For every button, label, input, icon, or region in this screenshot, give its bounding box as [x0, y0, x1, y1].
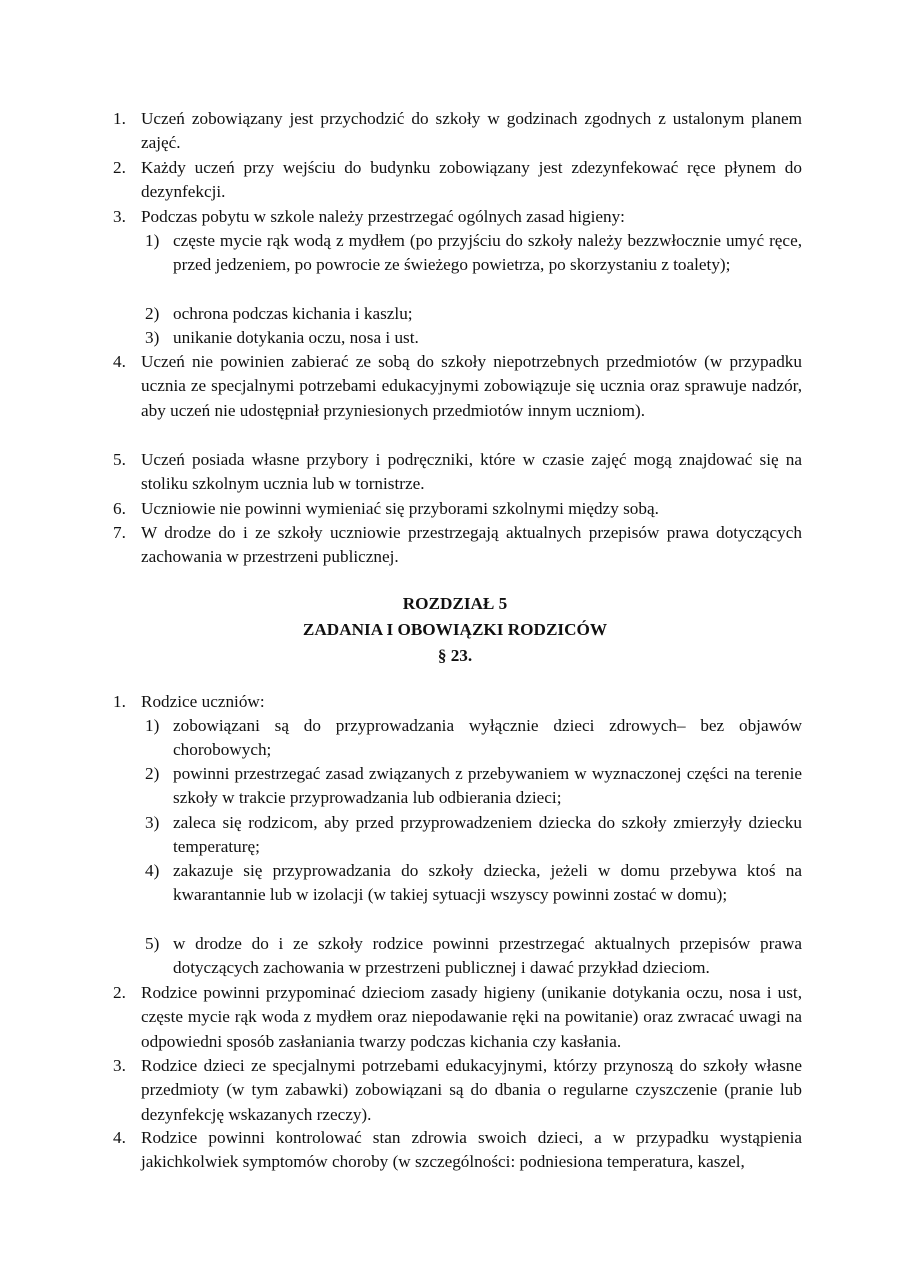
list-number: 3.	[113, 207, 126, 226]
list-number: 4.	[113, 1128, 126, 1147]
sub-list-item	[145, 762, 802, 811]
sub-list-number: 1)	[145, 231, 160, 250]
list-text: Rodzice powinni kontrolować stan zdrowia swoich dzieci, a w przypadku wystąpienia jakichkolwiek symptomów choroby (w szczególności: podniesiona temperatura, kaszel,	[141, 1128, 802, 1172]
sub-list-text: zaleca się rodzicom, aby przed przyprowadzeniem dziecka do szkoły zmierzyły dziecku temperaturę;	[173, 813, 802, 857]
sub-list-text: częste mycie rąk wodą z mydłem (po przyjściu do szkoły należy bezzwłocznie umyć ręce, przed jedzeniem, po powrocie ze świeżego powietrza, po skorzystaniu z toalety);	[173, 231, 802, 275]
list-item	[113, 107, 802, 156]
list-item	[113, 497, 802, 521]
list-text: Rodzice powinni przypominać dzieciom zasady higieny (unikanie dotykania oczu, nosa i ust, częste mycie rąk woda z mydłem oraz niepodawanie ręki na powitanie) oraz zwracać uwagi na odpowiedni sposób zasłaniania twarzy podczas kichania czy kasłania.	[141, 983, 802, 1051]
list-text: Uczeń nie powinien zabierać ze sobą do szkoły niepotrzebnych przedmiotów (w przypadku ucznia ze specjalnymi potrzebami edukacyjnymi zobowiązuje się ucznia oraz sprawuje nadzór, aby uczeń nie udostępniał przyniesionych przedmiotów innym uczniom).	[141, 352, 802, 420]
list-text: Uczniowie nie powinni wymieniać się przyborami szkolnymi między sobą.	[141, 499, 659, 518]
chapter-title: ROZDZIAŁ 5	[402, 594, 508, 613]
list-text: Rodzice uczniów:	[141, 692, 265, 711]
list-item	[113, 448, 802, 497]
list-number: 4.	[113, 352, 126, 371]
list-item	[113, 350, 802, 423]
list-number: 6.	[113, 499, 126, 518]
sub-list-item	[145, 811, 802, 860]
sub-list-number: 5)	[145, 934, 160, 953]
list-number: 3.	[113, 1056, 126, 1075]
list-item	[113, 1054, 802, 1127]
list-item	[113, 156, 802, 205]
sub-list-item	[145, 302, 802, 326]
list-number: 1.	[113, 109, 126, 128]
chapter-subtitle: ZADANIA I OBOWIĄZKI RODZICÓW	[302, 620, 608, 639]
list-text: W drodze do i ze szkoły uczniowie przestrzegają aktualnych przepisów prawa dotyczących zachowania w przestrzeni publicznej.	[141, 523, 802, 567]
list-number: 5.	[113, 450, 126, 469]
list-item	[113, 205, 802, 229]
list-item	[113, 1126, 802, 1175]
list-text: Uczeń posiada własne przybory i podręczniki, które w czasie zajęć mogą znajdować się na stoliku szkolnym ucznia lub w tornistrze.	[141, 450, 802, 494]
sub-list-text: powinni przestrzegać zasad związanych z przebywaniem w wyznaczonej części na terenie szkoły w trakcie przyprowadzania lub odbierania dzieci;	[173, 764, 802, 808]
list-text: Uczeń zobowiązany jest przychodzić do szkoły w godzinach zgodnych z ustalonym planem zajęć.	[141, 109, 802, 153]
list-number: 2.	[113, 983, 126, 1002]
sub-list-item	[145, 932, 802, 981]
sub-list-number: 3)	[145, 813, 160, 832]
list-item	[113, 981, 802, 1054]
list-text: Rodzice dzieci ze specjalnymi potrzebami edukacyjnymi, którzy przynoszą do szkoły własne przedmioty (w tym zabawki) zobowiązani są do dbania o regularne czyszczenie (pranie lub dezynfekcję wskazanych rzeczy).	[141, 1056, 802, 1124]
sub-list-item	[145, 859, 802, 908]
sub-list-number: 2)	[145, 764, 160, 783]
sub-list-number: 4)	[145, 861, 160, 880]
sub-list-text: zobowiązani są do przyprowadzania wyłącznie dzieci zdrowych– bez objawów chorobowych;	[173, 716, 802, 760]
list-number: 2.	[113, 158, 126, 177]
sub-list-number: 1)	[145, 716, 160, 735]
paragraph-number: § 23.	[437, 646, 473, 665]
list-text: Podczas pobytu w szkole należy przestrzegać ogólnych zasad higieny:	[141, 207, 625, 226]
sub-list-text: w drodze do i ze szkoły rodzice powinni przestrzegać aktualnych przepisów prawa dotyczących zachowania w przestrzeni publicznej i dawać przykład dzieciom.	[173, 934, 802, 978]
list-item	[113, 690, 802, 714]
list-number: 7.	[113, 523, 126, 542]
sub-list-item	[145, 326, 802, 350]
list-number: 1.	[113, 692, 126, 711]
sub-list-number: 2)	[145, 304, 160, 323]
list-text: Każdy uczeń przy wejściu do budynku zobowiązany jest zdezynfekować ręce płynem do dezynfekcji.	[141, 158, 802, 202]
sub-list-item	[145, 714, 802, 763]
sub-list-text: ochrona podczas kichania i kaszlu;	[173, 304, 413, 323]
list-item	[113, 521, 802, 570]
sub-list-item	[145, 229, 802, 278]
sub-list-number: 3)	[145, 328, 160, 347]
sub-list-text: zakazuje się przyprowadzania do szkoły dziecka, jeżeli w domu przebywa ktoś na kwarantannie lub w izolacji (w takiej sytuacji wszyscy powinni zostać w domu);	[173, 861, 802, 905]
sub-list-text: unikanie dotykania oczu, nosa i ust.	[173, 328, 419, 347]
